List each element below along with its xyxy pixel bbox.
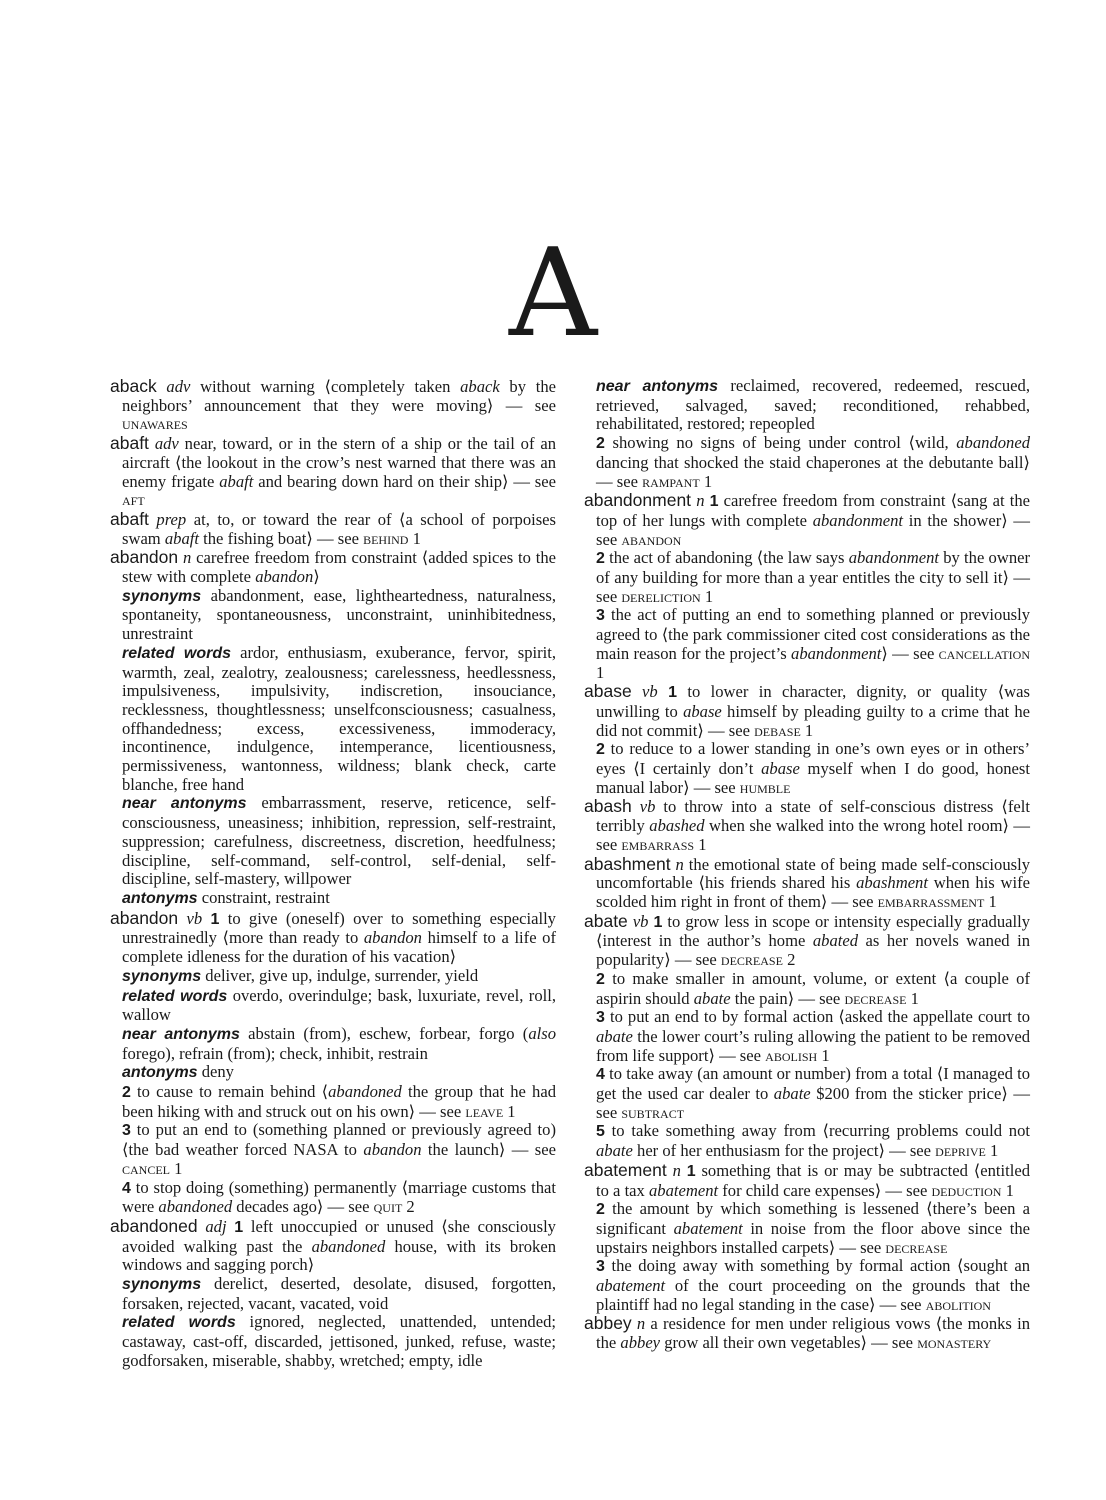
entry-headword: abandon: [110, 907, 179, 928]
example-headword: abandonment: [848, 548, 940, 568]
definition-text: to throw into a state of self-conscious distress ⟨felt terribly: [596, 797, 1030, 836]
sense-number: 1: [709, 493, 719, 511]
example-headword: abandoned: [158, 1197, 233, 1217]
definition-text: to take away (an amount or number) from a total ⟨I managed to get the used car dealer to: [596, 1064, 1030, 1104]
definition-text: left unoccupied or unused ⟨she consciously avoided walking past the: [122, 1216, 556, 1256]
definition-text: by the owner of any building for more than a year entitles the city to sell it⟩ — see: [596, 548, 1031, 606]
example-headword: abase: [683, 701, 722, 721]
cross-reference: leave: [465, 1101, 504, 1121]
sense-label: related words: [122, 644, 232, 662]
cross-reference: cancel: [122, 1158, 170, 1178]
definition-text: abstain (from), eschew, forbear, forgo (: [239, 1023, 529, 1043]
definition-text: 2: [782, 950, 796, 970]
entry-headword: aback: [110, 376, 157, 396]
dictionary-entry: [584, 797, 1030, 854]
sense-number: 2: [596, 970, 605, 988]
entry-sense: [110, 1275, 556, 1313]
sense-number: 3: [596, 1009, 605, 1027]
sense-number: 1: [653, 913, 663, 931]
example-headword: abandoned: [311, 1236, 386, 1256]
dictionary-entry: [110, 377, 556, 434]
entry-sense: [110, 967, 556, 987]
definition-text: 1: [1001, 1180, 1014, 1200]
definition-text: decades ago⟩ — see: [232, 1197, 374, 1217]
cross-reference: abandon: [621, 529, 682, 549]
definition-text: to lower in character, dignity, or quality ⟨was unwilling to: [596, 682, 1030, 721]
dictionary-entry: [584, 1314, 1030, 1352]
part-of-speech: n: [182, 548, 192, 568]
definition-text: the act of abandoning ⟨the law says: [604, 548, 849, 568]
definition-text: 2: [402, 1197, 415, 1217]
entry-headword: abate: [584, 910, 628, 931]
entry-sense: [584, 970, 1030, 1008]
definition-text: 1: [817, 1045, 830, 1065]
entry-headword: abash: [584, 796, 632, 817]
sense-label: near antonyms: [122, 795, 247, 813]
definition-text: to make smaller in amount, volume, or extent ⟨a couple of aspirin should: [596, 968, 1030, 1008]
sense-number: 1: [668, 684, 677, 702]
cross-reference: rampant: [642, 471, 700, 491]
definition-text: to grow less in scope or intensity especially gradually ⟨interest in the author’s home: [596, 911, 1030, 951]
definition-text: house, with its broken windows and sagging porch⟩: [122, 1236, 556, 1275]
definition-text: her of her enthusiasm for the project⟩ — see: [632, 1141, 936, 1161]
sense-number: 2: [596, 741, 605, 759]
entry-sense: [110, 1121, 556, 1178]
definition-text: the launch⟩ — see: [421, 1140, 556, 1160]
cross-reference: subtract: [621, 1102, 685, 1122]
definition-text: the act of putting an end to something planned or previously agreed to ⟨the park commissioner cited cost considerations as the main reason for the project’s: [596, 605, 1030, 663]
definition-text: deliver, give up, indulge, surrender, yield: [201, 965, 479, 985]
entry-headword: abase: [584, 681, 632, 702]
definition-text: the pain⟩ — see: [730, 988, 845, 1008]
part-of-speech: prep: [156, 509, 187, 529]
dictionary-entry: [110, 548, 556, 586]
sense-label: synonyms: [122, 1276, 202, 1294]
definition-text: the emotional state of being made self-consciously uncomfortable ⟨his friends shared his: [596, 854, 1030, 893]
cross-reference: quit: [373, 1197, 403, 1217]
definition-text: by the neighbors’ announcement that they were moving⟩ — see: [122, 377, 556, 415]
example-headword: abate: [596, 1141, 633, 1161]
definition-text: deny: [197, 1062, 234, 1082]
example-headword: abbey: [620, 1333, 661, 1353]
sense-number: 4: [122, 1179, 131, 1197]
entry-sense: [584, 606, 1030, 682]
example-headword: abaft: [164, 528, 199, 548]
entry-sense: [110, 987, 556, 1025]
part-of-speech: adv: [166, 377, 191, 396]
definition-text: of the court proceeding on the grounds that the plaintiff had no legal standing in the case⟩ — see: [596, 1276, 1030, 1314]
sense-label: near antonyms: [596, 378, 719, 395]
example-headword: abated: [812, 931, 859, 951]
cross-reference: debase: [754, 720, 801, 740]
cross-reference: unawares: [122, 414, 188, 434]
part-of-speech: vb: [639, 797, 656, 817]
dictionary-entry: [584, 912, 1030, 970]
entry-headword: abbey: [584, 1313, 632, 1334]
example-headword: abase: [761, 759, 800, 779]
example-headword: abandoned: [328, 1082, 402, 1102]
entry-headword: abatement: [584, 1159, 667, 1180]
entry-sense: [110, 644, 556, 795]
part-of-speech: n: [636, 1314, 646, 1334]
dictionary-entry: [110, 909, 556, 967]
cross-reference: abolition: [925, 1294, 991, 1314]
dictionary-entry: [110, 434, 556, 510]
cross-reference: behind: [363, 528, 409, 548]
sense-label: synonyms: [122, 587, 202, 605]
example-headword: abatement: [673, 1218, 743, 1238]
sense-number: 4: [596, 1066, 605, 1084]
entry-sense: [110, 794, 556, 889]
entry-sense: [110, 1313, 556, 1370]
definition-text: in noise from the floor above since the upstairs neighbors installed carpets⟩ — see: [596, 1218, 1030, 1257]
sense-number: 3: [122, 1122, 131, 1140]
dictionary-entry: [110, 1217, 556, 1275]
example-headword: abatement: [649, 1180, 719, 1200]
definition-text: grow all their own vegetables⟩ — see: [660, 1333, 918, 1353]
entry-sense: [584, 434, 1030, 491]
part-of-speech: adj: [205, 1216, 227, 1236]
definition-text: near, toward, or in the stern of a ship or the tail of an aircraft ⟨the lookout in the crow’s nest warned that there was an enemy frigate: [122, 434, 557, 491]
sense-number: 3: [596, 607, 605, 625]
example-headword: abate: [596, 1026, 633, 1046]
entry-headword: abandon: [110, 547, 179, 568]
definition-text: without warning ⟨completely taken: [200, 377, 461, 396]
entry-sense: [584, 1257, 1030, 1314]
entry-sense: [584, 1200, 1030, 1257]
right-column: [584, 377, 1030, 1353]
cross-reference: decrease: [720, 950, 783, 970]
cross-reference: cancellation: [938, 643, 1030, 663]
definition-text: himself to a life of complete idleness for the duration of his vacation⟩: [122, 928, 556, 967]
entry-headword: abandoned: [110, 1215, 198, 1236]
left-column: [110, 377, 556, 1371]
definition-text: a residence for men under religious vows ⟨the monks in the: [596, 1314, 1031, 1353]
definition-text: $200 from the sticker price⟩ — see: [596, 1084, 1030, 1122]
definition-text: derelict, deserted, desolate, disused, forgotten, forsaken, rejected, vacant, vacated, void: [122, 1274, 556, 1313]
definition-text: to cause to remain behind ⟨: [130, 1082, 329, 1102]
definition-text: constraint, restraint: [197, 887, 330, 907]
definition-text: at, to, or toward the rear of ⟨a school of porpoises swam: [122, 509, 557, 548]
definition-text: dancing that shocked the staid chaperones at the debutante ball⟩ — see: [596, 452, 1030, 491]
sense-number: 5: [596, 1123, 605, 1141]
entry-headword: abaft: [110, 508, 149, 529]
definition-text: overdo, overindulge; bask, luxuriate, revel, roll, wallow: [122, 985, 557, 1025]
example-headword: abandoned: [956, 433, 1030, 453]
definition-text: the group that he had been hiking with and struck out on his own⟩ — see: [122, 1082, 557, 1121]
definition-text: forego), refrain (from); check, inhibit, restrain: [122, 1043, 428, 1063]
definition-text: 1: [503, 1101, 516, 1121]
definition-text: ignored, neglected, unattended, untended; castaway, cast-off, discarded, jettisoned, junked, refuse, waste; godforsaken, miserable, shabby, wretched; empty, idle: [122, 1312, 556, 1370]
definition-text: to put an end to (something planned or previously agreed to) ⟨the bad weather forced NASA to: [122, 1120, 556, 1160]
example-headword: abandon: [363, 1140, 422, 1160]
cross-reference: dereliction: [621, 586, 701, 606]
definition-text: the lower court’s ruling allowing the patient to be removed from life support⟩ — see: [596, 1026, 1030, 1065]
example-headword: abandon: [255, 567, 314, 587]
sense-label: antonyms: [122, 1064, 198, 1082]
definition-text: 1: [170, 1158, 183, 1178]
sense-label: antonyms: [122, 889, 198, 907]
entry-sense: [584, 1122, 1030, 1160]
entry-sense: [584, 377, 1030, 434]
entry-headword: abashment: [584, 853, 671, 874]
definition-text: when his wife scolded him right in front of them⟩ — see: [596, 873, 1030, 911]
example-headword: abatement: [596, 1276, 666, 1296]
entry-headword: abandonment: [584, 490, 692, 511]
definition-text: for child care expenses⟩ — see: [718, 1180, 932, 1200]
entry-headword: abaft: [110, 433, 149, 454]
dictionary-entry: [110, 510, 556, 548]
sense-label: related words: [122, 1314, 236, 1332]
section-letter: A: [508, 222, 598, 364]
example-headword: also: [528, 1023, 557, 1043]
sense-number: 2: [596, 550, 605, 568]
definition-text: showing no signs of being under control ⟨wild,: [604, 433, 957, 453]
cross-reference: embarrass: [621, 834, 695, 854]
definition-text: to take something away from ⟨recurring problems could not: [604, 1121, 1030, 1141]
definition-text: ⟩: [313, 567, 320, 587]
example-headword: abaft: [219, 471, 254, 491]
sense-label: related words: [122, 987, 228, 1005]
definition-text: in the shower⟩ — see: [596, 510, 1030, 549]
definition-text: 1: [906, 988, 919, 1008]
definition-text: to put an end to by formal action ⟨asked the appellate court to: [604, 1007, 1030, 1027]
definition-text: embarrassment, reserve, reticence, self-consciousness, uneasiness; inhibition, repression, self-restraint, suppression; carefulness, discreetness, discretion, heedfulness; discipline, self-command, self-control, self-denial, self-discipline, self-mastery, willpower: [122, 793, 556, 889]
definition-text: and bearing down hard on their ship⟩ — see: [253, 471, 556, 491]
definition-text: something that is or may be subtracted ⟨entitled to a tax: [596, 1160, 1030, 1200]
definition-text: reclaimed, recovered, redeemed, rescued, retrieved, salvaged, saved; reconditioned, rehabbed, rehabilitated, restored; repeopled: [596, 376, 1030, 434]
dictionary-entry: [584, 1161, 1030, 1200]
definition-text: himself by pleading guilty to a crime that he did not commit⟩ — see: [596, 701, 1030, 740]
example-headword: abandonment: [791, 643, 882, 663]
part-of-speech: n: [675, 854, 684, 874]
example-headword: abate: [773, 1084, 811, 1104]
definition-text: carefree freedom from constraint ⟨added spices to the stew with complete: [122, 548, 557, 587]
definition-text: ardor, enthusiasm, exuberance, fervor, spirit, warmth, zeal, zealotry, zealousness; carelessness, heedlessness, impulsiveness, impulsivity, indiscretion, insouciance, recklessness, thoughtlessness; unselfconsciousness; casualness, offhandedness; excess, excessiveness, immoderacy, incontinence, indulgence, intemperance, licentiousness, permissiveness, wantonness, wildness; blank check, carte blanche, free hand: [122, 642, 556, 794]
definition-text: 1: [596, 662, 605, 682]
example-headword: abandon: [363, 928, 422, 948]
definition-text: the amount by which something is lessened ⟨there’s been a significant: [596, 1199, 1030, 1238]
cross-reference: decrease: [885, 1237, 948, 1257]
entry-sense: [110, 587, 556, 644]
definition-text: 1: [694, 834, 707, 854]
entry-sense: [110, 1063, 556, 1083]
part-of-speech: n: [696, 491, 705, 511]
sense-number: 1: [686, 1162, 696, 1180]
part-of-speech: vb: [642, 682, 658, 702]
definition-text: to give (oneself) over to something especially unrestrainedly ⟨more than ready to: [122, 908, 556, 948]
definition-text: 1: [408, 528, 421, 548]
definition-text: the fishing boat⟩ — see: [199, 528, 364, 548]
part-of-speech: n: [672, 1160, 681, 1180]
part-of-speech: vb: [632, 911, 649, 931]
cross-reference: embarrassment: [877, 891, 985, 911]
definition-text: the doing away with something by formal action ⟨sought an: [604, 1256, 1030, 1276]
sense-number: 1: [210, 910, 220, 928]
entry-sense: [110, 1025, 556, 1063]
cross-reference: decrease: [844, 988, 907, 1008]
entry-sense: [110, 1083, 556, 1121]
definition-text: myself when I do good, honest manual labor⟩ — see: [596, 759, 1030, 797]
definition-text: abandonment, ease, lightheartedness, naturalness, spontaneity, spontaneousness, unconstraint, uninhibitedness, unrestraint: [122, 585, 556, 644]
entry-sense: [110, 889, 556, 909]
example-headword: abashed: [649, 816, 705, 836]
definition-text: 1: [985, 1141, 999, 1161]
sense-number: 3: [596, 1258, 605, 1276]
part-of-speech: vb: [186, 908, 203, 928]
entry-sense: [584, 1065, 1030, 1122]
example-headword: aback: [460, 377, 500, 396]
entry-sense: [110, 1179, 556, 1217]
sense-label: near antonyms: [122, 1025, 240, 1043]
example-headword: abandonment: [812, 510, 904, 530]
entry-sense: [584, 1008, 1030, 1065]
definition-text: ⟩ — see: [881, 643, 939, 663]
example-headword: abate: [693, 988, 731, 1008]
sense-label: synonyms: [122, 967, 202, 985]
sense-number: 2: [596, 1201, 605, 1219]
sense-number: 2: [596, 435, 605, 453]
definition-text: as her novels waned in popularity⟩ — see: [596, 931, 1030, 970]
entry-sense: [584, 740, 1030, 797]
definition-text: carefree freedom from constraint ⟨sang at the top of her lungs with complete: [596, 491, 1030, 530]
dictionary-entry: [584, 855, 1030, 912]
cross-reference: humble: [739, 777, 791, 797]
definition-text: 1: [800, 720, 814, 740]
example-headword: abashment: [856, 873, 928, 893]
definition-text: 1: [984, 891, 997, 911]
dictionary-entry: [584, 491, 1030, 549]
cross-reference: deprive: [935, 1141, 986, 1161]
cross-reference: aft: [122, 490, 145, 510]
part-of-speech: adv: [154, 434, 179, 454]
sense-number: 2: [122, 1084, 131, 1102]
cross-reference: deduction: [931, 1180, 1002, 1200]
cross-reference: abolish: [765, 1045, 818, 1065]
cross-reference: monastery: [917, 1333, 992, 1353]
entry-sense: [584, 549, 1030, 606]
sense-number: 1: [234, 1218, 244, 1236]
definition-text: 1: [700, 586, 714, 606]
definition-text: when she walked into the wrong hotel room⟩ — see: [596, 816, 1031, 854]
dictionary-entry: [584, 682, 1030, 740]
definition-text: to stop doing (something) permanently ⟨marriage customs that were: [122, 1177, 556, 1217]
definition-text: to reduce to a lower standing in one’s own eyes or in others’ eyes ⟨I certainly don’t: [596, 739, 1030, 779]
definition-text: 1: [699, 471, 713, 491]
